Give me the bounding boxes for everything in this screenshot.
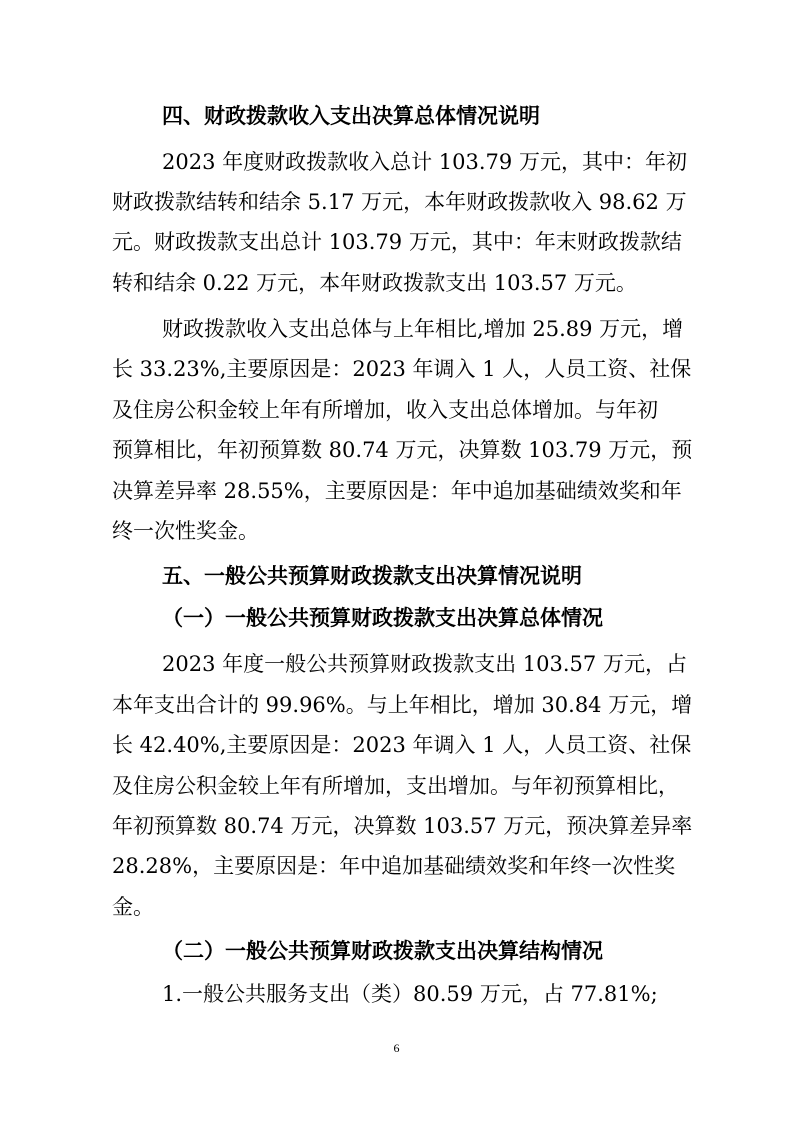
section-4-p2-line-6: 终一次性奖金。: [112, 519, 259, 543]
section-5-sub-1-heading: （一）一般公共预算财政拨款支出决算总体情况: [162, 606, 603, 630]
section-4-p2-line-3: 及住房公积金较上年有所增加，收入支出总体增加。与年初: [112, 398, 658, 422]
section-5-sub-1-line-6: 28.28%，主要原因是：年中追加基础绩效奖和年终一次性奖: [112, 854, 676, 878]
section-5-sub-1-line-4: 及住房公积金较上年有所增加，支出增加。与年初预算相比，: [112, 774, 679, 798]
section-5-sub-2-heading: （二）一般公共预算财政拨款支出决算结构情况: [162, 939, 603, 963]
section-4-p1-line-1: 2023 年度财政拨款收入总计 103.79 万元，其中：年初: [162, 150, 687, 174]
section-4-p2-line-1: 财政拨款收入支出总体与上年相比,增加 25.89 万元，增: [162, 317, 684, 341]
section-5-sub-2-item-1: 1.一般公共服务支出（类）80.59 万元，占 77.81%;: [162, 982, 658, 1006]
section-4-p2-line-2: 长 33.23%,主要原因是：2023 年调入 1 人，人员工资、社保: [112, 357, 692, 381]
section-5-sub-1-line-3: 长 42.40%,主要原因是：2023 年调入 1 人，人员工资、社保: [112, 733, 692, 757]
section-5-sub-1-line-5: 年初预算数 80.74 万元，决算数 103.57 万元，预决算差异率: [112, 814, 693, 838]
section-5-heading: 五、一般公共预算财政拨款支出决算情况说明: [162, 564, 582, 588]
section-4-p1-line-3: 元。财政拨款支出总计 103.79 万元，其中：年末财政拨款结: [112, 230, 682, 254]
section-4-p1-line-4: 转和结余 0.22 万元，本年财政拨款支出 103.57 万元。: [112, 271, 637, 295]
section-5-sub-1-line-1: 2023 年度一般公共预算财政拨款支出 103.57 万元，占: [162, 652, 687, 676]
section-4-p2-line-5: 决算差异率 28.55%，主要原因是：年中追加基础绩效奖和年: [112, 479, 682, 503]
section-4-heading: 四、财政拨款收入支出决算总体情况说明: [162, 104, 540, 128]
section-4-p2-line-4: 预算相比，年初预算数 80.74 万元，决算数 103.79 万元，预: [112, 438, 693, 462]
section-4-p1-line-2: 财政拨款结转和结余 5.17 万元，本年财政拨款收入 98.62 万: [112, 190, 687, 214]
page-number: 6: [393, 1041, 400, 1055]
section-5-sub-1-line-7: 金。: [112, 895, 154, 919]
section-5-sub-1-line-2: 本年支出合计的 99.96%。与上年相比，增加 30.84 万元，增: [112, 693, 693, 717]
